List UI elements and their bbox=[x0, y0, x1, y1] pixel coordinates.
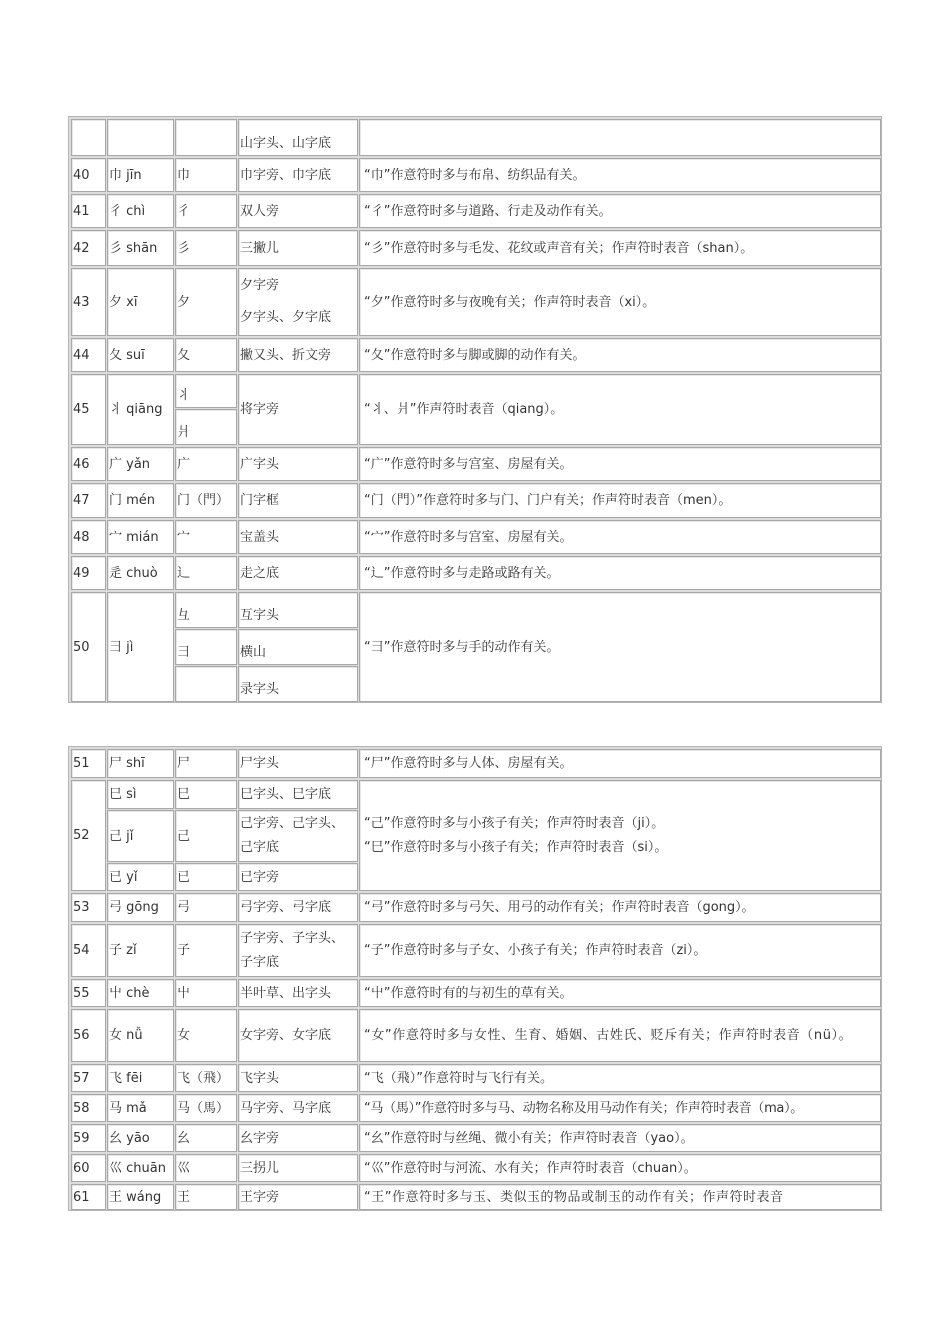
radical-name: 夕字旁 bbox=[240, 278, 280, 293]
radical-name: 飞字头 bbox=[238, 1064, 358, 1092]
row-number: 44 bbox=[71, 338, 106, 372]
radical-name: 女字旁、女字底 bbox=[238, 1009, 358, 1062]
row-number: 40 bbox=[71, 158, 106, 192]
radical-name-list bbox=[238, 268, 358, 336]
radical-desc: “门（門）”作意符时多与门、门户有关；作声符时表音（men）。 bbox=[359, 483, 881, 518]
radical-pinyin: 广 yǎn bbox=[107, 447, 174, 481]
radical-form: 女 bbox=[175, 1009, 237, 1062]
table-row-cont-num bbox=[71, 119, 106, 156]
radical-form: 屮 bbox=[175, 979, 237, 1007]
row-number: 49 bbox=[71, 556, 106, 590]
radical-name: 互字头 bbox=[238, 592, 358, 628]
radical-form: 己 bbox=[175, 810, 237, 862]
radical-name: 马字旁、马字底 bbox=[238, 1094, 358, 1122]
row-number: 53 bbox=[71, 893, 106, 922]
row-number: 59 bbox=[71, 1124, 106, 1152]
radical-name: 弓字旁、弓字底 bbox=[238, 893, 358, 922]
row-number: 42 bbox=[71, 230, 106, 266]
radical-name: 巳字头、巳字底 bbox=[238, 780, 358, 809]
radical-form: 弓 bbox=[175, 893, 237, 922]
radical-desc: “夂”作意符时多与脚或脚的动作有关。 bbox=[359, 338, 881, 372]
radical-pinyin: 飞 fēi bbox=[107, 1064, 174, 1092]
radical-desc: “屮”作意符时有的与初生的草有关。 bbox=[359, 979, 881, 1007]
radical-name: 巾字旁、巾字底 bbox=[238, 158, 358, 192]
radical-pinyin: 弓 gōng bbox=[107, 893, 174, 922]
radical-pinyin: 巾 jīn bbox=[107, 158, 174, 192]
radical-desc bbox=[359, 119, 881, 156]
radical-desc: “彡”作意符时多与毛发、花纹或声音有关；作声符时表音（shan）。 bbox=[359, 230, 881, 266]
radical-pinyin: 巛 chuān bbox=[107, 1154, 174, 1182]
radical-form: 巳 bbox=[175, 780, 237, 809]
radical-name: 横山 bbox=[238, 629, 358, 665]
radical-desc: “广”作意符时多与宫室、房屋有关。 bbox=[359, 447, 881, 481]
radical-pinyin: 彐 jì bbox=[107, 592, 174, 702]
radical-desc: “子”作意符时多与子女、小孩子有关；作声符时表音（zi）。 bbox=[359, 924, 881, 977]
row-number: 50 bbox=[71, 592, 106, 702]
table-row-cont-form bbox=[175, 119, 237, 156]
row-number: 60 bbox=[71, 1154, 106, 1182]
radical-desc: “王”作意符时多与玉、类似玉的物品或制玉的动作有关；作声符时表音 bbox=[359, 1184, 881, 1210]
radical-form: 巛 bbox=[175, 1154, 237, 1182]
radical-desc: “彳”作意符时多与道路、行走及动作有关。 bbox=[359, 194, 881, 228]
radical-pinyin: 彡 shān bbox=[107, 230, 174, 266]
radical-name: 走之底 bbox=[238, 556, 358, 590]
radical-pinyin: 夂 suī bbox=[107, 338, 174, 372]
radical-desc: “辶”作意符时多与走路或路有关。 bbox=[359, 556, 881, 590]
radical-form: 广 bbox=[175, 447, 237, 481]
radical-name: 夕字头、夕字底 bbox=[240, 310, 332, 325]
radical-form: 爿 bbox=[175, 409, 237, 445]
desc-text: “女”作意符时多与女性、生育、婚姻、古姓氏、贬斥有关；作声符时表音（nü）。 bbox=[364, 1027, 853, 1043]
radical-pinyin: 己 jǐ bbox=[107, 810, 174, 862]
radical-desc: “巾”作意符时多与布帛、纺织品有关。 bbox=[359, 158, 881, 192]
desc-line: “己”作意符时多与小孩子有关；作声符时表音（ji）。 bbox=[364, 815, 665, 831]
radical-form: 门（門） bbox=[175, 483, 237, 518]
radical-name: 将字旁 bbox=[238, 374, 358, 445]
desc-line: “巳”作意符时多与小孩子有关；作声符时表音（si）。 bbox=[364, 839, 668, 855]
radical-form: 幺 bbox=[175, 1124, 237, 1152]
radical-pinyin: 已 yǐ bbox=[107, 863, 174, 891]
row-number: 41 bbox=[71, 194, 106, 228]
radical-desc: “弓”作意符时多与弓矢、用弓的动作有关；作声符时表音（gong）。 bbox=[359, 893, 881, 922]
radical-desc: “幺”作意符时与丝绳、微小有关；作声符时表音（yao）。 bbox=[359, 1124, 881, 1152]
radical-pinyin: 丬 qiāng bbox=[107, 374, 174, 445]
row-number: 43 bbox=[71, 268, 106, 336]
radical-desc: “宀”作意符时多与宫室、房屋有关。 bbox=[359, 520, 881, 554]
radical-name: 幺字旁 bbox=[238, 1124, 358, 1152]
row-number: 52 bbox=[71, 780, 106, 891]
radical-desc: “丬、爿”作声符时表音（qiang）。 bbox=[359, 374, 881, 445]
radical-desc: “彐”作意符时多与手的动作有关。 bbox=[359, 592, 881, 702]
radical-form: 巾 bbox=[175, 158, 237, 192]
row-number: 54 bbox=[71, 924, 106, 977]
row-number: 48 bbox=[71, 520, 106, 554]
row-number: 61 bbox=[71, 1184, 106, 1210]
radical-form: 已 bbox=[175, 863, 237, 891]
radical-name: 尸字头 bbox=[238, 749, 358, 778]
radical-table-2 bbox=[68, 746, 882, 1211]
row-number: 56 bbox=[71, 1009, 106, 1062]
radical-name: 广字头 bbox=[238, 447, 358, 481]
radical-desc bbox=[359, 780, 881, 891]
radical-desc bbox=[359, 1009, 881, 1062]
radical-form: 夂 bbox=[175, 338, 237, 372]
radical-name: 已字旁 bbox=[238, 863, 358, 891]
radical-form: 彡 bbox=[175, 230, 237, 266]
table-row-cont-radical bbox=[107, 119, 174, 156]
radical-form: 彳 bbox=[175, 194, 237, 228]
radical-pinyin: 夕 xī bbox=[107, 268, 174, 336]
radical-form bbox=[175, 666, 237, 702]
radical-name: 王字旁 bbox=[238, 1184, 358, 1210]
row-number: 57 bbox=[71, 1064, 106, 1092]
row-number: 47 bbox=[71, 483, 106, 518]
radical-pinyin: 辵 chuò bbox=[107, 556, 174, 590]
row-number: 46 bbox=[71, 447, 106, 481]
radical-pinyin: 子 zǐ bbox=[107, 924, 174, 977]
radical-desc: “马（馬）”作意符时多与马、动物名称及用马动作有关；作声符时表音（ma）。 bbox=[359, 1094, 881, 1122]
radical-form: 彑 bbox=[175, 592, 237, 628]
radical-pinyin: 宀 mián bbox=[107, 520, 174, 554]
radical-pinyin: 马 mǎ bbox=[107, 1094, 174, 1122]
radical-desc: “夕”作意符时多与夜晚有关；作声符时表音（xi）。 bbox=[359, 268, 881, 336]
radical-form: 子 bbox=[175, 924, 237, 977]
radical-table-1 bbox=[68, 116, 882, 703]
radical-name: 半叶草、出字头 bbox=[238, 979, 358, 1007]
radical-form: 丬 bbox=[175, 374, 237, 408]
row-number: 58 bbox=[71, 1094, 106, 1122]
radical-form: 宀 bbox=[175, 520, 237, 554]
radical-name: 三撇儿 bbox=[238, 230, 358, 266]
radical-name: 己字旁、己字头、己字底 bbox=[238, 810, 358, 862]
radical-form: 马（馬） bbox=[175, 1094, 237, 1122]
radical-pinyin: 屮 chè bbox=[107, 979, 174, 1007]
radical-desc: “巛”作意符时与河流、水有关；作声符时表音（chuan）。 bbox=[359, 1154, 881, 1182]
radical-pinyin: 尸 shī bbox=[107, 749, 174, 778]
radical-name: 门字框 bbox=[238, 483, 358, 518]
radical-pinyin: 巳 sì bbox=[107, 780, 174, 809]
radical-form: 夕 bbox=[175, 268, 237, 336]
radical-desc: “飞（飛）”作意符时与飞行有关。 bbox=[359, 1064, 881, 1092]
radical-form: 彐 bbox=[175, 629, 237, 665]
radical-pinyin: 幺 yāo bbox=[107, 1124, 174, 1152]
radical-name: 三拐儿 bbox=[238, 1154, 358, 1182]
radical-form: 尸 bbox=[175, 749, 237, 778]
radical-form: 王 bbox=[175, 1184, 237, 1210]
radical-pinyin: 门 mén bbox=[107, 483, 174, 518]
radical-form: 辶 bbox=[175, 556, 237, 590]
radical-desc: “尸”作意符时多与人体、房屋有关。 bbox=[359, 749, 881, 778]
radical-pinyin: 王 wáng bbox=[107, 1184, 174, 1210]
row-number: 55 bbox=[71, 979, 106, 1007]
row-number: 45 bbox=[71, 374, 106, 445]
radical-name: 子字旁、子字头、子字底 bbox=[238, 924, 358, 977]
radical-name: 山字头、山字底 bbox=[238, 119, 358, 156]
radical-name: 撇又头、折文旁 bbox=[238, 338, 358, 372]
radical-pinyin: 女 nǚ bbox=[107, 1009, 174, 1062]
row-number: 51 bbox=[71, 749, 106, 778]
radical-name: 宝盖头 bbox=[238, 520, 358, 554]
radical-pinyin: 彳 chì bbox=[107, 194, 174, 228]
radical-name: 录字头 bbox=[238, 666, 358, 702]
radical-form: 飞（飛） bbox=[175, 1064, 237, 1092]
radical-name: 双人旁 bbox=[238, 194, 358, 228]
